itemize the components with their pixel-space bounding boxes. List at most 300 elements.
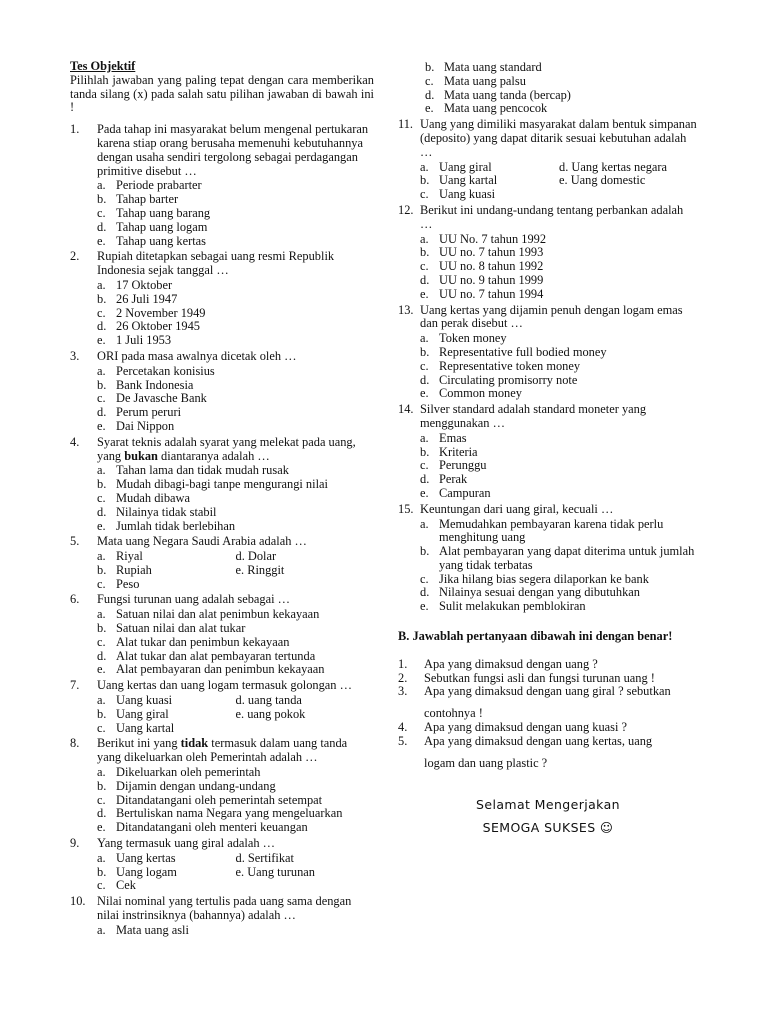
option	[420, 473, 698, 487]
option-letter: d.	[420, 372, 430, 387]
option	[420, 432, 698, 446]
option-text: Uang kuasi	[116, 693, 173, 708]
option	[97, 334, 374, 348]
option-letter: d.	[97, 504, 107, 519]
question-number: 8.	[70, 736, 80, 751]
essay-number: 5.	[398, 733, 408, 748]
essay-text: contohnya !	[424, 706, 483, 721]
option	[420, 233, 698, 247]
question-number: 4.	[70, 434, 80, 449]
question-number: 12.	[398, 202, 414, 217]
option-text: Uang giral	[116, 706, 169, 721]
option-text: Cek	[116, 878, 136, 893]
option-text: UU no. 9 tahun 1999	[439, 272, 544, 287]
option-letter: e.	[420, 485, 429, 500]
option-letter: b.	[97, 192, 107, 207]
question-13	[398, 304, 698, 402]
option-text: Jumlah tidak berlebihan	[116, 518, 236, 533]
option-letter: d.	[97, 648, 107, 663]
option	[97, 379, 374, 393]
option-letter: d.	[420, 272, 430, 287]
option-letter: a.	[420, 231, 429, 246]
page-title: Tes Objektif	[70, 59, 136, 73]
option: e. Uang domestic	[559, 173, 646, 188]
options	[97, 608, 374, 677]
option-letter: c.	[420, 458, 429, 473]
option-text: Mata uang asli	[116, 922, 189, 937]
question-10-continued	[398, 61, 698, 116]
closing-wish: SEMOGA SUKSES ☺	[482, 820, 614, 836]
option-row	[97, 866, 374, 880]
option	[97, 821, 374, 835]
options	[97, 694, 374, 735]
option	[97, 307, 374, 321]
option-text: Dijamin dengan undang-undang	[116, 778, 276, 793]
question-text-part: diantaranya adalah …	[157, 448, 270, 463]
option	[97, 235, 374, 249]
section-b-heading: B. Jawablah pertanyaan dibawah ini dengan benar!	[398, 629, 673, 644]
essay-text: Sebutkan fungsi asli dan fungsi turunan uang !	[424, 670, 655, 685]
option-text: Tahap uang barang	[116, 205, 211, 220]
essay-number: 1.	[398, 656, 408, 671]
option	[420, 446, 698, 460]
option-letter: b.	[420, 344, 430, 359]
option-letter: e.	[420, 599, 429, 614]
question-15	[398, 503, 698, 614]
option-text: Satuan nilai dan alat tukar	[116, 621, 246, 636]
question-1	[70, 123, 374, 248]
option-text: Nilainya tidak stabil	[116, 504, 217, 519]
option-text: Ditandatangani oleh menteri keuangan	[116, 820, 308, 835]
option-text: Common money	[439, 386, 522, 401]
essay-text: Apa yang dimaksud dengan uang kuasi ?	[424, 720, 628, 735]
option-letter: e.	[425, 101, 434, 116]
essay-item-continued	[398, 757, 698, 771]
option-text: Alat tukar dan penimbun kekayaan	[116, 634, 290, 649]
option	[97, 193, 374, 207]
option-letter: e.	[97, 233, 106, 248]
question-number: 15.	[398, 501, 414, 516]
question-text: Uang yang dimiliki masyarakat dalam bentuk simpanan (deposito) yang dapat ditarik sesuai kebutuhan adalah …	[420, 117, 697, 159]
option-row	[97, 852, 374, 866]
option-letter: e.	[97, 518, 106, 533]
options	[97, 766, 374, 835]
options	[97, 464, 374, 533]
option-text: Uang kuasi	[439, 187, 496, 202]
question-4	[70, 436, 374, 534]
option-text: Mata uang tanda (bercap)	[444, 87, 571, 102]
option-letter: c.	[420, 259, 429, 274]
closing-greeting: Selamat Mengerjakan	[476, 797, 620, 813]
option	[420, 288, 698, 302]
option	[97, 478, 374, 492]
question-text: Yang termasuk uang giral adalah …	[97, 836, 276, 851]
option	[420, 246, 698, 260]
option-text: Uang giral	[439, 159, 492, 174]
option-letter: c.	[97, 391, 106, 406]
question-8	[70, 737, 374, 835]
question-11	[398, 118, 698, 202]
option-letter: b.	[97, 477, 107, 492]
option-text: 17 Oktober	[116, 277, 173, 292]
option	[97, 564, 236, 578]
question-10	[70, 895, 374, 937]
options	[420, 233, 698, 302]
spacer	[398, 770, 698, 798]
essay-item	[398, 685, 698, 699]
question-number: 5.	[70, 534, 80, 549]
essay-text: Apa yang dimaksud dengan uang giral ? sebutkan	[424, 684, 671, 699]
option-letter: d.	[97, 806, 107, 821]
option-letter: a.	[420, 159, 429, 174]
options	[97, 179, 374, 248]
option	[425, 75, 698, 89]
option-text: UU no. 7 tahun 1993	[439, 245, 544, 260]
option-letter: c.	[97, 878, 106, 893]
option	[97, 708, 236, 722]
option	[97, 506, 374, 520]
option	[425, 102, 698, 116]
options	[97, 924, 374, 938]
question-text	[97, 737, 374, 765]
option-text: Mata uang palsu	[444, 73, 526, 88]
option-letter: e.	[97, 820, 106, 835]
option	[420, 346, 698, 360]
option-text: Alat pembayaran yang dapat diterima untuk jumlah yang tidak terbatas	[439, 544, 695, 572]
options	[420, 518, 698, 615]
essay-item	[398, 658, 698, 672]
option-text: Uang kartal	[439, 173, 498, 188]
option	[420, 518, 698, 546]
options	[420, 432, 698, 501]
option-letter: a.	[97, 549, 106, 564]
option-letter: d.	[420, 585, 430, 600]
option-text: 2 November 1949	[116, 305, 206, 320]
option	[97, 279, 374, 293]
option-letter: d.	[425, 87, 435, 102]
option-text: Nilainya sesuai dengan yang dibutuhkan	[439, 585, 640, 600]
option-letter: b.	[97, 621, 107, 636]
option-letter: c.	[97, 305, 106, 320]
option: e. uang pokok	[235, 706, 306, 721]
essay-questions	[398, 658, 698, 771]
option-letter: b.	[97, 377, 107, 392]
option-letter: c.	[420, 187, 429, 202]
left-column	[70, 60, 374, 940]
option-text: 26 Oktober 1945	[116, 319, 200, 334]
question-9	[70, 837, 374, 893]
option	[97, 879, 374, 893]
question-emphasis: tidak	[180, 736, 209, 751]
question-text-part: Berikut ini yang	[97, 736, 181, 751]
option	[420, 332, 698, 346]
options	[420, 161, 698, 202]
question-text: Rupiah ditetapkan sebagai uang resmi Republik Indonesia sejak tanggal …	[97, 249, 335, 278]
essay-item	[398, 672, 698, 686]
option-text: Perunggu	[439, 458, 487, 473]
option-letter: b.	[420, 544, 430, 559]
essay-number: 3.	[398, 684, 408, 699]
option	[97, 492, 374, 506]
option-text: Mata uang standard	[444, 60, 542, 74]
option-text: Alat tukar dan alat pembayaran tertunda	[116, 648, 316, 663]
option-row	[97, 564, 374, 578]
option-text: Percetakan konisius	[116, 363, 215, 378]
option-letter: a.	[97, 765, 106, 780]
question-text: ORI pada masa awalnya dicetak oleh …	[97, 348, 297, 363]
option	[97, 207, 374, 221]
option-letter: e.	[97, 418, 106, 433]
option-letter: e.	[420, 386, 429, 401]
option-text: UU no. 7 tahun 1994	[439, 286, 544, 301]
question-14	[398, 403, 698, 501]
question-3	[70, 350, 374, 434]
option	[97, 464, 374, 478]
option-letter: e.	[97, 333, 106, 348]
option-letter: a.	[97, 463, 106, 478]
option	[97, 636, 374, 650]
question-7	[70, 679, 374, 735]
option: d. Sertifikat	[235, 850, 294, 865]
option-letter: b.	[97, 864, 107, 879]
option-row	[420, 174, 698, 188]
option	[420, 573, 698, 587]
option-text: Jika hilang bias segera dilaporkan ke bank	[439, 571, 649, 586]
option-text: Tahap uang kertas	[116, 233, 206, 248]
option-text: De Javasche Bank	[116, 391, 207, 406]
option-text: Bank Indonesia	[116, 377, 194, 392]
question-2	[70, 250, 374, 348]
option-letter: c.	[97, 490, 106, 505]
essay-text: Apa yang dimaksud dengan uang ?	[424, 656, 598, 671]
option-text: Emas	[439, 430, 467, 445]
options	[97, 550, 374, 591]
option	[97, 179, 374, 193]
option	[97, 578, 374, 592]
option	[97, 406, 374, 420]
question-number: 9.	[70, 836, 80, 851]
option	[425, 61, 698, 75]
option-text: Tahan lama dan tidak mudah rusak	[116, 463, 289, 478]
option-letter: b.	[420, 444, 430, 459]
option-text: Peso	[116, 576, 140, 591]
question-text-part: Syarat teknis adalah syarat yang melekat pada uang, yang	[97, 434, 356, 463]
option	[420, 260, 698, 274]
option-letter: b.	[420, 245, 430, 260]
option	[420, 459, 698, 473]
essay-text: Apa yang dimaksud dengan uang kertas, uang	[424, 733, 653, 748]
option-text: Token money	[439, 331, 507, 346]
option-letter: e.	[420, 286, 429, 301]
option	[97, 520, 374, 534]
instructions: Pilihlah jawaban yang paling tepat dengan cara memberikan tanda silang (x) pada salah satu pilihan jawaban di bawah ini !	[70, 72, 374, 115]
option-text: Uang logam	[116, 864, 177, 879]
option-letter: b.	[420, 173, 430, 188]
option-row	[97, 550, 374, 564]
question-text	[97, 436, 374, 464]
option	[420, 487, 698, 501]
option: e. Uang turunan	[235, 864, 315, 879]
option	[97, 420, 374, 434]
option-letter: b.	[97, 562, 107, 577]
question-text: Uang kertas dan uang logam termasuk golongan …	[97, 678, 352, 693]
question-text: Silver standard adalah standard moneter yang menggunakan …	[420, 402, 647, 430]
question-number: 3.	[70, 348, 80, 363]
options	[97, 365, 374, 434]
option-letter: a.	[97, 178, 106, 193]
option	[420, 387, 698, 401]
question-text: Keuntungan dari uang giral, kecuali …	[420, 501, 614, 516]
option-letter: c.	[420, 358, 429, 373]
option-text: Tahap barter	[116, 192, 179, 207]
question-text: Pada tahap ini masyarakat belum mengenal pertukaran karena stiap orang berusaha memenuhi kebutuhannya dengan usaha sendiri tergolong sebagai perdagangan primitive disebut …	[97, 122, 369, 178]
option-letter: c.	[97, 576, 106, 591]
option-text: UU no. 8 tahun 1992	[439, 259, 544, 274]
question-emphasis: bukan	[124, 448, 158, 463]
option-letter: a.	[97, 850, 106, 865]
option-text: Dikeluarkan oleh pemerintah	[116, 765, 261, 780]
question-text: Uang kertas yang dijamin penuh dengan logam emas dan perak disebut …	[420, 302, 683, 331]
option-text: Bertuliskan nama Negara yang mengeluarkan	[116, 806, 343, 821]
option-text: Mudah dibagi-bagi tanpe mengurangi nilai	[116, 477, 328, 492]
option-letter: c.	[97, 634, 106, 649]
option	[97, 392, 374, 406]
essay-number: 4.	[398, 720, 408, 735]
option-letter: a.	[420, 430, 429, 445]
option	[97, 221, 374, 235]
option: d. uang tanda	[235, 693, 302, 708]
question-number: 1.	[70, 122, 80, 137]
options	[425, 61, 698, 116]
option	[420, 374, 698, 388]
option: d. Dolar	[235, 549, 277, 564]
option	[97, 550, 236, 564]
option-text: Tahap uang logam	[116, 219, 208, 234]
option-text: Perak	[439, 472, 468, 487]
option-text: Dai Nippon	[116, 418, 175, 433]
option-letter: d.	[97, 319, 107, 334]
question-number: 6.	[70, 592, 80, 607]
question-12	[398, 204, 698, 302]
question-number: 2.	[70, 249, 80, 264]
option-letter: c.	[97, 720, 106, 735]
option	[420, 586, 698, 600]
option-row	[97, 694, 374, 708]
option-text: Riyal	[116, 549, 143, 564]
option-text: Memudahkan pembayaran karena tidak perlu menghitung uang	[439, 516, 664, 545]
option-text: Representative token money	[439, 358, 581, 373]
question-number: 10.	[70, 894, 86, 909]
option-text: Alat pembayaran dan penimbun kekayaan	[116, 662, 325, 677]
option-row	[420, 161, 698, 175]
option	[97, 293, 374, 307]
option-text: Sulit melakukan pemblokiran	[439, 599, 586, 614]
option-letter: d.	[97, 219, 107, 234]
option-text: Uang kertas	[116, 850, 176, 865]
options	[97, 279, 374, 348]
option-text: Rupiah	[116, 562, 152, 577]
option	[97, 622, 374, 636]
option-text: Kriteria	[439, 444, 478, 459]
essay-number: 2.	[398, 670, 408, 685]
option-letter: a.	[97, 693, 106, 708]
option	[420, 600, 698, 614]
option-letter: a.	[97, 607, 106, 622]
option: d. Uang kertas negara	[559, 159, 668, 174]
option	[97, 807, 374, 821]
option	[97, 794, 374, 808]
option	[97, 924, 374, 938]
option-letter: c.	[425, 73, 434, 88]
option-letter: c.	[420, 571, 429, 586]
option-letter: d.	[420, 472, 430, 487]
option-letter: e.	[97, 662, 106, 677]
right-column	[398, 60, 698, 835]
option-letter: a.	[97, 363, 106, 378]
question-number: 13.	[398, 302, 414, 317]
options	[420, 332, 698, 401]
essay-item	[398, 735, 698, 749]
option	[97, 866, 236, 880]
question-number: 14.	[398, 402, 414, 417]
option-letter: c.	[97, 792, 106, 807]
option-letter: a.	[97, 922, 106, 937]
option-letter: b.	[425, 60, 435, 74]
option	[97, 780, 374, 794]
question-text: Berikut ini undang-undang tentang perbankan adalah …	[420, 202, 684, 231]
option-text: Perum peruri	[116, 405, 182, 420]
question-text-part: termasuk dalam uang tanda yang dikeluarkan oleh Pemerintah adalah …	[97, 736, 348, 765]
option-letter: c.	[97, 205, 106, 220]
option-text: Representative full bodied money	[439, 344, 607, 359]
option	[97, 694, 236, 708]
option-text: Periode prabarter	[116, 178, 202, 193]
option	[420, 174, 559, 188]
question-number: 11.	[398, 117, 414, 132]
question-text: Fungsi turunan uang adalah sebagai …	[97, 592, 291, 607]
option-text: Circulating promisorry note	[439, 372, 578, 387]
question-text: Nilai nominal yang tertulis pada uang sama dengan nilai instrinsiknya (bahannya) adalah …	[97, 894, 352, 923]
question-5	[70, 535, 374, 591]
option	[420, 545, 698, 573]
essay-text: logam dan uang plastic ?	[424, 755, 548, 770]
option-letter: b.	[97, 778, 107, 793]
options	[97, 852, 374, 893]
option	[425, 89, 698, 103]
option	[420, 188, 698, 202]
option-text: Mata uang pencocok	[444, 101, 548, 116]
option	[97, 365, 374, 379]
essay-item-continued	[398, 707, 698, 721]
option	[97, 650, 374, 664]
option-letter: d.	[97, 405, 107, 420]
essay-item	[398, 721, 698, 735]
question-number: 7.	[70, 678, 80, 693]
option	[420, 274, 698, 288]
option-row	[97, 708, 374, 722]
option-text: Uang kartal	[116, 720, 175, 735]
option	[420, 161, 559, 175]
option	[97, 320, 374, 334]
option	[97, 608, 374, 622]
option-text: Mudah dibawa	[116, 490, 190, 505]
option-letter: b.	[97, 291, 107, 306]
option-text: Campuran	[439, 485, 491, 500]
option	[420, 360, 698, 374]
option-text: 26 Juli 1947	[116, 291, 178, 306]
option-letter: a.	[420, 331, 429, 346]
option	[97, 663, 374, 677]
